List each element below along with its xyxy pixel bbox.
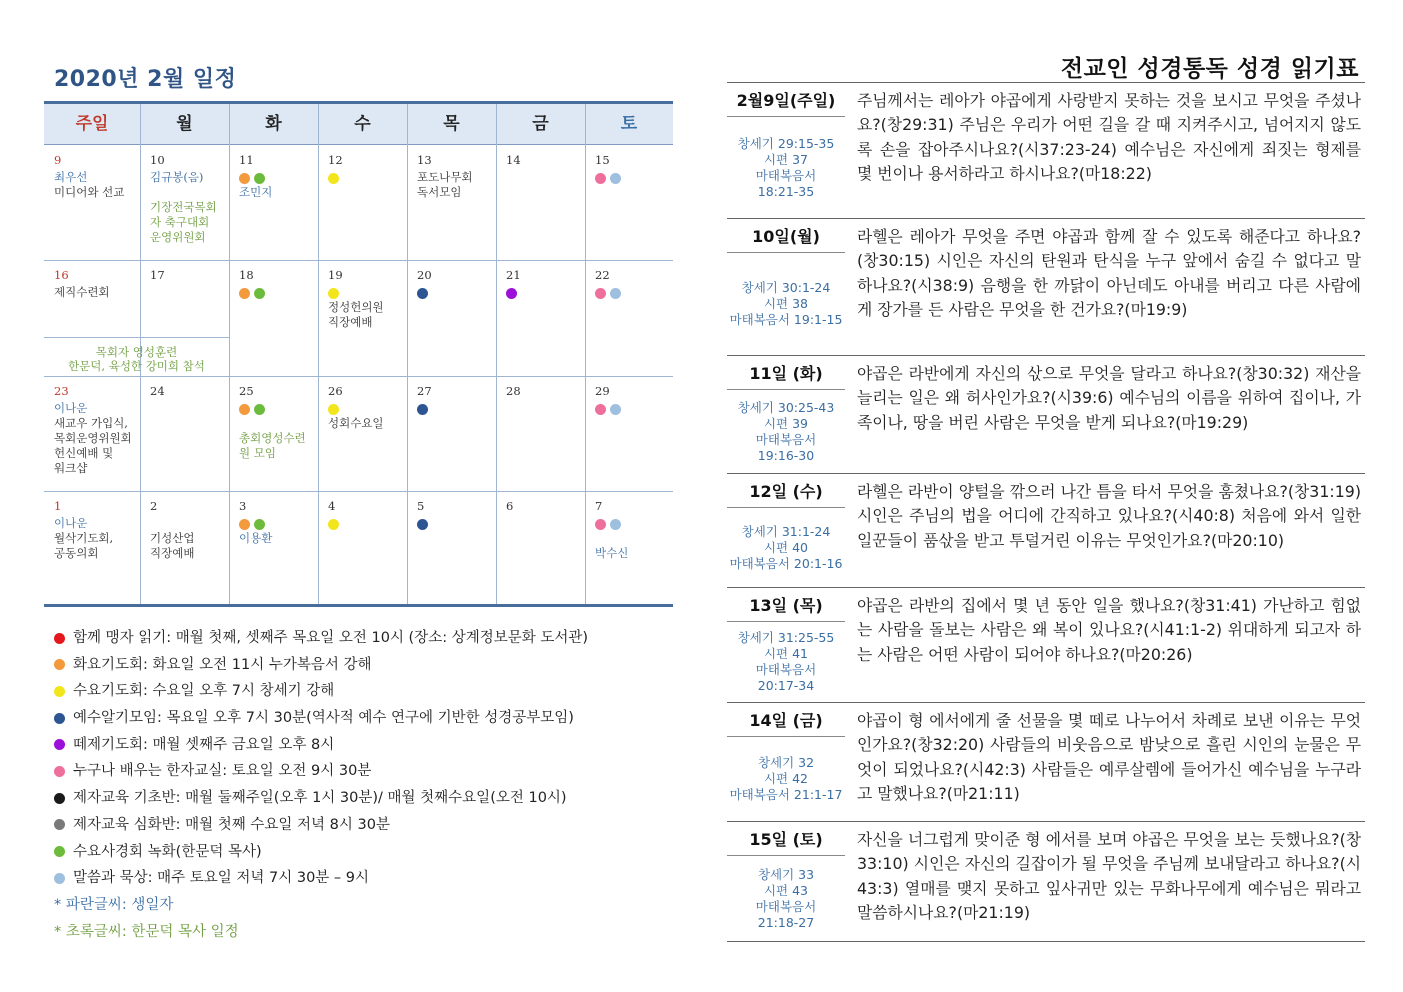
navy-dot-icon: [417, 288, 428, 299]
reading-day-rule: [727, 855, 845, 856]
orange-dot-icon: [239, 288, 250, 299]
navy-dot-icon: [417, 404, 428, 415]
event-dots: [595, 170, 669, 184]
reading-refs: [727, 524, 845, 572]
reading-questions: 야곱은 라반에게 자신의 삯으로 무엇을 달라고 하나요?(창30:32) 재산을 늘리는 일은 왜 허사인가요?(시39:6) 예수님의 이름을 위하여 집이나, 가족이나, 땅을 버린 사람은 무엇을 받게 되나요?(마19:29): [857, 364, 1361, 432]
legend-text: 제자교육 심화반: 매월 첫째 수요일 저녁 8시 30분: [73, 816, 390, 833]
legend-item: [54, 732, 674, 759]
cell-text: 성회수요일: [328, 416, 384, 430]
reading-ref: 마태복음서 20:1-16: [729, 555, 843, 571]
reading-ref: 마태복음서: [755, 167, 817, 183]
yellow-dot-icon: [328, 519, 339, 530]
cell-text: 이용환: [239, 531, 273, 545]
reading-ref: 창세기 31:25-55: [737, 630, 835, 645]
lightblue-dot-icon: [610, 173, 621, 184]
weekday-fri: 금: [532, 114, 549, 134]
legend-text: 누구나 배우는 한자교실: 토요일 오전 9시 30분: [73, 763, 372, 780]
event-dots: [417, 516, 492, 530]
cell-text: 새교우 가입식,: [54, 416, 128, 430]
weekday-mon: 월: [176, 114, 193, 134]
day-number: 20: [417, 268, 432, 282]
day-number: 16: [54, 268, 69, 282]
cell-text: [595, 531, 669, 546]
orange-dot-icon: [239, 173, 250, 184]
green-dot-icon: [254, 404, 265, 415]
cell-text: 포도나무회: [417, 170, 473, 184]
legend-item: [54, 625, 674, 652]
event-dots: [595, 516, 669, 530]
orange-dot-icon: [54, 659, 65, 670]
cell-text: 정성헌의원: [328, 300, 384, 314]
reading-refs: [727, 136, 845, 200]
day-number: 15: [595, 153, 610, 167]
reading-questions: 자신을 너그럽게 맞이준 형 에서를 보며 야곱은 무엇을 보는 듯했나요?(창33:10) 시인은 자신의 길잡이가 될 무엇을 주님께 보내달라고 하나요?(시43:3) 열매를 맺지 못하고 잎사귀만 있는 무화나무에게 예수님은 뭐라고 말씀하시나요?(마21:19): [857, 830, 1361, 922]
green-dot-icon: [254, 519, 265, 530]
purple-dot-icon: [54, 739, 65, 750]
reading-ref: 시편 43: [763, 882, 809, 898]
weekday-sun: 주일: [75, 114, 109, 134]
legend-item: [54, 705, 674, 732]
calendar-day-cell: [239, 384, 314, 461]
week2-note-rule: [44, 337, 229, 338]
cell-text: 박수신: [595, 546, 629, 560]
day-number: 6: [506, 499, 514, 513]
reading-ref: 19:16-30: [757, 447, 815, 463]
legend-text: 수요기도회: 수요일 오후 7시 창세기 강해: [73, 683, 335, 700]
reading-entry: [727, 474, 1365, 588]
calendar-column-divider: [407, 104, 408, 604]
pink-dot-icon: [595, 519, 606, 530]
reading-day: 13일 (목): [749, 596, 823, 615]
calendar-day-cell: [54, 268, 136, 300]
cell-text: 이나운: [54, 401, 88, 415]
event-dots: [239, 170, 314, 184]
green-dot-icon: [54, 846, 65, 857]
calendar-day-cell: [328, 384, 403, 431]
navy-dot-icon: [417, 519, 428, 530]
reading-ref: 시편 40: [763, 539, 809, 555]
week2-note-line: 한문덕, 육성한 강미희 참석: [68, 359, 205, 373]
calendar-day-cell: [150, 153, 225, 245]
calendar-day-cell: [506, 268, 581, 300]
cell-text: 김규봉(음): [150, 170, 204, 184]
day-number: 28: [506, 384, 521, 398]
lightblue-dot-icon: [610, 288, 621, 299]
calendar-day-cell: [417, 384, 492, 416]
color-key-note: * 파란글씨: 생일자: [54, 896, 174, 913]
event-dots: [239, 516, 314, 530]
calendar-day-cell: [150, 499, 225, 561]
reading-questions: 야곱은 라반의 집에서 몇 년 동안 일을 했나요?(창31:41) 가난하고 힘없는 사람을 돌보는 사람은 왜 복이 있나요?(시41:1-2) 위대하게 되고자 하는 사람은 어떤 사람이 되어야 하나요?(마20:26): [857, 596, 1361, 664]
reading-entry-rule: [727, 941, 1365, 942]
reading-ref: 마태복음서: [755, 898, 817, 914]
calendar-row-divider: [44, 376, 673, 377]
cell-text: 제직수련회: [54, 285, 110, 299]
red-dot-icon: [54, 633, 65, 644]
cell-text: 목회운영위원회: [54, 431, 132, 445]
legend-item: [54, 652, 674, 679]
day-number: 11: [239, 153, 254, 167]
reading-ref: 21:18-27: [757, 914, 815, 930]
day-number: 24: [150, 384, 165, 398]
legend-text: 수요사경회 녹화(한문덕 목사): [73, 843, 262, 860]
orange-dot-icon: [239, 404, 250, 415]
reading-ref: 마태복음서: [755, 431, 817, 447]
reading-ref: 시편 37: [763, 151, 809, 167]
day-number: 12: [328, 153, 343, 167]
cell-text: 운영위원회: [150, 230, 206, 244]
day-number: 4: [328, 499, 336, 513]
calendar-day-cell: [595, 499, 669, 561]
calendar-column-divider: [496, 104, 497, 604]
reading-ref: 창세기 30:1-24: [741, 280, 831, 295]
reading-entry: [727, 822, 1365, 942]
reading-day-rule: [727, 621, 845, 622]
calendar-day-cell: [239, 499, 314, 546]
navy-dot-icon: [54, 713, 65, 724]
reading-day-rule: [727, 389, 845, 390]
calendar-day-cell: [54, 384, 136, 476]
calendar-day-cell: [328, 499, 403, 531]
day-number: 17: [150, 268, 165, 282]
color-key-note: * 초록글씨: 한문덕 목사 일정: [54, 923, 239, 940]
pink-dot-icon: [54, 766, 65, 777]
cell-text: 원 모임: [239, 446, 276, 460]
day-number: 25: [239, 384, 254, 398]
cell-text: 기장전국목회: [150, 200, 217, 214]
day-number: 18: [239, 268, 254, 282]
legend-item: [54, 865, 674, 892]
day-number: 27: [417, 384, 432, 398]
weekday-sat: 토: [620, 114, 638, 134]
black-dot-icon: [54, 793, 65, 804]
calendar-day-cell: [506, 384, 581, 401]
legend-text: 떼제기도회: 매월 셋째주 금요일 오후 8시: [73, 736, 335, 753]
day-number: 19: [328, 268, 343, 282]
legend-item: [54, 678, 674, 705]
day-number: 2: [150, 499, 158, 513]
reading-ref: 마태복음서 19:1-15: [729, 312, 843, 327]
calendar-row-divider: [44, 491, 673, 492]
calendar-day-cell: [417, 499, 492, 531]
yellow-dot-icon: [328, 404, 339, 415]
event-dots: [328, 170, 403, 184]
cell-text: 총회영성수련: [239, 431, 306, 445]
yellow-dot-icon: [54, 686, 65, 697]
day-number: 23: [54, 384, 69, 398]
cell-text: 자 축구대회: [150, 215, 210, 229]
reading-ref: 18:21-35: [757, 183, 815, 199]
reading-ref: 창세기 29:15-35: [737, 135, 835, 151]
gray-dot-icon: [54, 819, 65, 830]
calendar-row-divider: [44, 260, 673, 261]
day-number: 10: [150, 153, 165, 167]
cell-text: 직장예배: [150, 546, 195, 560]
legend-item: [54, 839, 674, 866]
cell-text: 조민지: [239, 185, 273, 199]
green-dot-icon: [254, 288, 265, 299]
day-number: 3: [239, 499, 247, 513]
legend-text: 제자교육 기초반: 매월 둘째주일(오후 1시 30분)/ 매월 첫째수요일(오전 10시): [73, 790, 567, 807]
day-number: 13: [417, 153, 432, 167]
cell-text: 헌신예배 및: [54, 446, 114, 460]
calendar-day-cell: [328, 153, 403, 185]
reading-questions: 라헬은 레아가 무엇을 주면 야곱과 함께 잘 수 있도록 해준다고 하나요?(창30:15) 시인은 자신의 탄원과 탄식을 누구 앞에서 숨길 수 없다고 말하나요?(시38:9) 음행을 한 까닭이 아닌데도 아내를 버리고 다른 사람에게 장가를 든 사람은 무엇을 한 건가요?(마19:9): [857, 227, 1361, 319]
day-number: 1: [54, 499, 62, 513]
event-dots: [328, 401, 403, 415]
reading-entry: [727, 356, 1365, 474]
reading-ref: 20:17-34: [757, 678, 815, 693]
day-number: 7: [595, 499, 603, 513]
reading-refs: [727, 400, 845, 464]
cell-text: 이나운: [54, 516, 88, 530]
calendar-title: 2020년 2월 일정: [54, 67, 237, 92]
calendar-day-cell: [595, 153, 669, 185]
reading-entry: [727, 703, 1365, 822]
legend-text: 함께 맹자 읽기: 매월 첫째, 셋째주 목요일 오전 10시 (장소: 상계정보문화 도서관): [73, 630, 589, 646]
day-number: 14: [506, 153, 521, 167]
cell-text: 미디어와 선교: [54, 185, 125, 199]
reading-refs: [727, 630, 845, 694]
calendar-grid: [44, 101, 673, 607]
calendar-column-divider: [585, 104, 586, 604]
legend-text: 화요기도회: 화요일 오전 11시 누가복음서 강해: [73, 656, 372, 673]
reading-day: 14일 (금): [749, 711, 823, 730]
calendar-column-divider: [318, 104, 319, 604]
calendar-day-cell: [417, 153, 492, 200]
legend: [54, 625, 674, 945]
day-number: 22: [595, 268, 610, 282]
event-dots: [328, 285, 403, 299]
green-dot-icon: [254, 173, 265, 184]
purple-dot-icon: [506, 288, 517, 299]
reading-day: 15일 (토): [749, 830, 823, 849]
event-dots: [417, 285, 492, 299]
day-number: 29: [595, 384, 610, 398]
yellow-dot-icon: [328, 288, 339, 299]
event-dots: [417, 401, 492, 415]
cell-text: 월삭기도회,: [54, 531, 114, 545]
pink-dot-icon: [595, 173, 606, 184]
cell-text: 공동의회: [54, 546, 99, 560]
lightblue-dot-icon: [54, 873, 65, 884]
pink-dot-icon: [595, 288, 606, 299]
calendar-day-cell: [239, 153, 314, 200]
reading-entry: [727, 83, 1365, 219]
cell-text: [150, 516, 225, 531]
calendar-column-divider: [229, 104, 230, 604]
legend-item: [54, 785, 674, 812]
event-dots: [328, 516, 403, 530]
event-dots: [239, 401, 314, 415]
reading-entry: [727, 588, 1365, 703]
reading-ref: 시편 38: [763, 296, 809, 311]
reading-ref: 창세기 30:25-43: [737, 399, 835, 415]
calendar-day-cell: [150, 384, 225, 401]
calendar-day-cell: [595, 268, 669, 300]
reading-refs: [727, 280, 845, 328]
reading-questions: 라헬은 라반이 양털을 깎으러 나간 틈을 타서 무엇을 훔쳤나요?(창31:19) 시인은 주님의 법을 어디에 간직하고 있나요?(시40:8) 처음에 와서 일한 일꾼들이 품삯을 받고 투덜거린 이유는 무엇인가요?(마20:10): [857, 482, 1361, 550]
reading-day: 2월9일(주일): [736, 91, 836, 110]
weekday-thu: 목: [443, 114, 460, 134]
event-dots: [239, 285, 314, 299]
day-number: 26: [328, 384, 343, 398]
legend-text: 말씀과 묵상: 매주 토요일 저녁 7시 30분 – 9시: [73, 870, 370, 887]
event-dots: [595, 401, 669, 415]
calendar-day-cell: [506, 499, 581, 516]
calendar-day-cell: [239, 268, 314, 300]
reading-day: 10일(월): [752, 227, 820, 246]
reading-title: 전교인 성경통독 성경 읽기표: [1060, 56, 1359, 82]
event-dots: [506, 285, 581, 299]
day-number: 21: [506, 268, 521, 282]
cell-text: 워크샵: [54, 461, 88, 475]
cell-text: [239, 416, 314, 431]
calendar-day-cell: [54, 499, 136, 561]
weekday-header-row: [44, 104, 673, 145]
reading-entry: [727, 219, 1365, 356]
reading-day-rule: [727, 507, 845, 508]
calendar-day-cell: [595, 384, 669, 416]
lightblue-dot-icon: [610, 404, 621, 415]
reading-ref: 마태복음서: [755, 662, 817, 677]
legend-item: [54, 812, 674, 839]
calendar-day-cell: [54, 153, 136, 200]
calendar-day-cell: [417, 268, 492, 300]
cell-text: 기성산업: [150, 531, 195, 545]
legend-item: [54, 758, 674, 785]
reading-ref: 창세기 31:1-24: [741, 523, 831, 539]
reading-day: 11일 (화): [749, 364, 823, 383]
day-number: 5: [417, 499, 425, 513]
week2-note: [44, 345, 229, 373]
reading-ref: 창세기 33: [757, 866, 815, 882]
calendar-day-cell: [328, 268, 403, 330]
lightblue-dot-icon: [610, 519, 621, 530]
cell-text: 독서모임: [417, 185, 462, 199]
pink-dot-icon: [595, 404, 606, 415]
legend-text: 예수알기모임: 목요일 오후 7시 30분(역사적 예수 연구에 기반한 성경공부모임): [73, 710, 574, 727]
calendar-bottom-rule: [44, 604, 673, 607]
orange-dot-icon: [239, 519, 250, 530]
reading-questions: 야곱이 형 에서에게 줄 선물을 몇 떼로 나누어서 차례로 보낸 이유는 무엇인가요?(창32:20) 사람들의 비웃음으로 밤낮으로 흘린 시인의 눈물은 무엇이 되었나요?(시42:3) 사람들은 예루살렘에 들어가신 예수님을 누구라고 말했나요?(마21:11): [857, 711, 1361, 803]
reading-refs: [727, 755, 845, 803]
cell-text: [150, 185, 225, 200]
day-number: 9: [54, 153, 62, 167]
reading-day-rule: [727, 736, 845, 737]
reading-refs: [727, 867, 845, 931]
reading-questions: 주님께서는 레아가 야곱에게 사랑받지 못하는 것을 보시고 무엇을 주셨나요?(창29:31) 주님은 우리가 어떤 길을 갈 때 지켜주시고, 넘어지지 않도록 손을 잡아주시나요?(시37:23-24) 예수님은 자신에게 죄짓는 형제를 몇 번이나 용서하라고 하시나요?(마18:22): [857, 91, 1361, 183]
reading-ref: 창세기 32: [757, 755, 815, 770]
calendar-day-cell: [506, 153, 581, 170]
reading-day-rule: [727, 116, 845, 117]
reading-ref: 시편 39: [763, 415, 809, 431]
calendar-day-cell: [150, 268, 225, 285]
yellow-dot-icon: [328, 173, 339, 184]
cell-text: 최우선: [54, 170, 88, 184]
week2-note-line: 목회자 영성훈련: [95, 345, 178, 359]
weekday-wed: 수: [354, 114, 371, 134]
reading-day-rule: [727, 252, 845, 253]
reading-ref: 마태복음서 21:1-17: [729, 787, 843, 802]
weekday-tue: 화: [265, 114, 282, 134]
reading-day: 12일 (수): [749, 482, 823, 501]
event-dots: [595, 285, 669, 299]
cell-text: 직장예배: [328, 315, 373, 329]
reading-ref: 시편 42: [763, 771, 809, 786]
reading-ref: 시편 41: [763, 646, 809, 661]
